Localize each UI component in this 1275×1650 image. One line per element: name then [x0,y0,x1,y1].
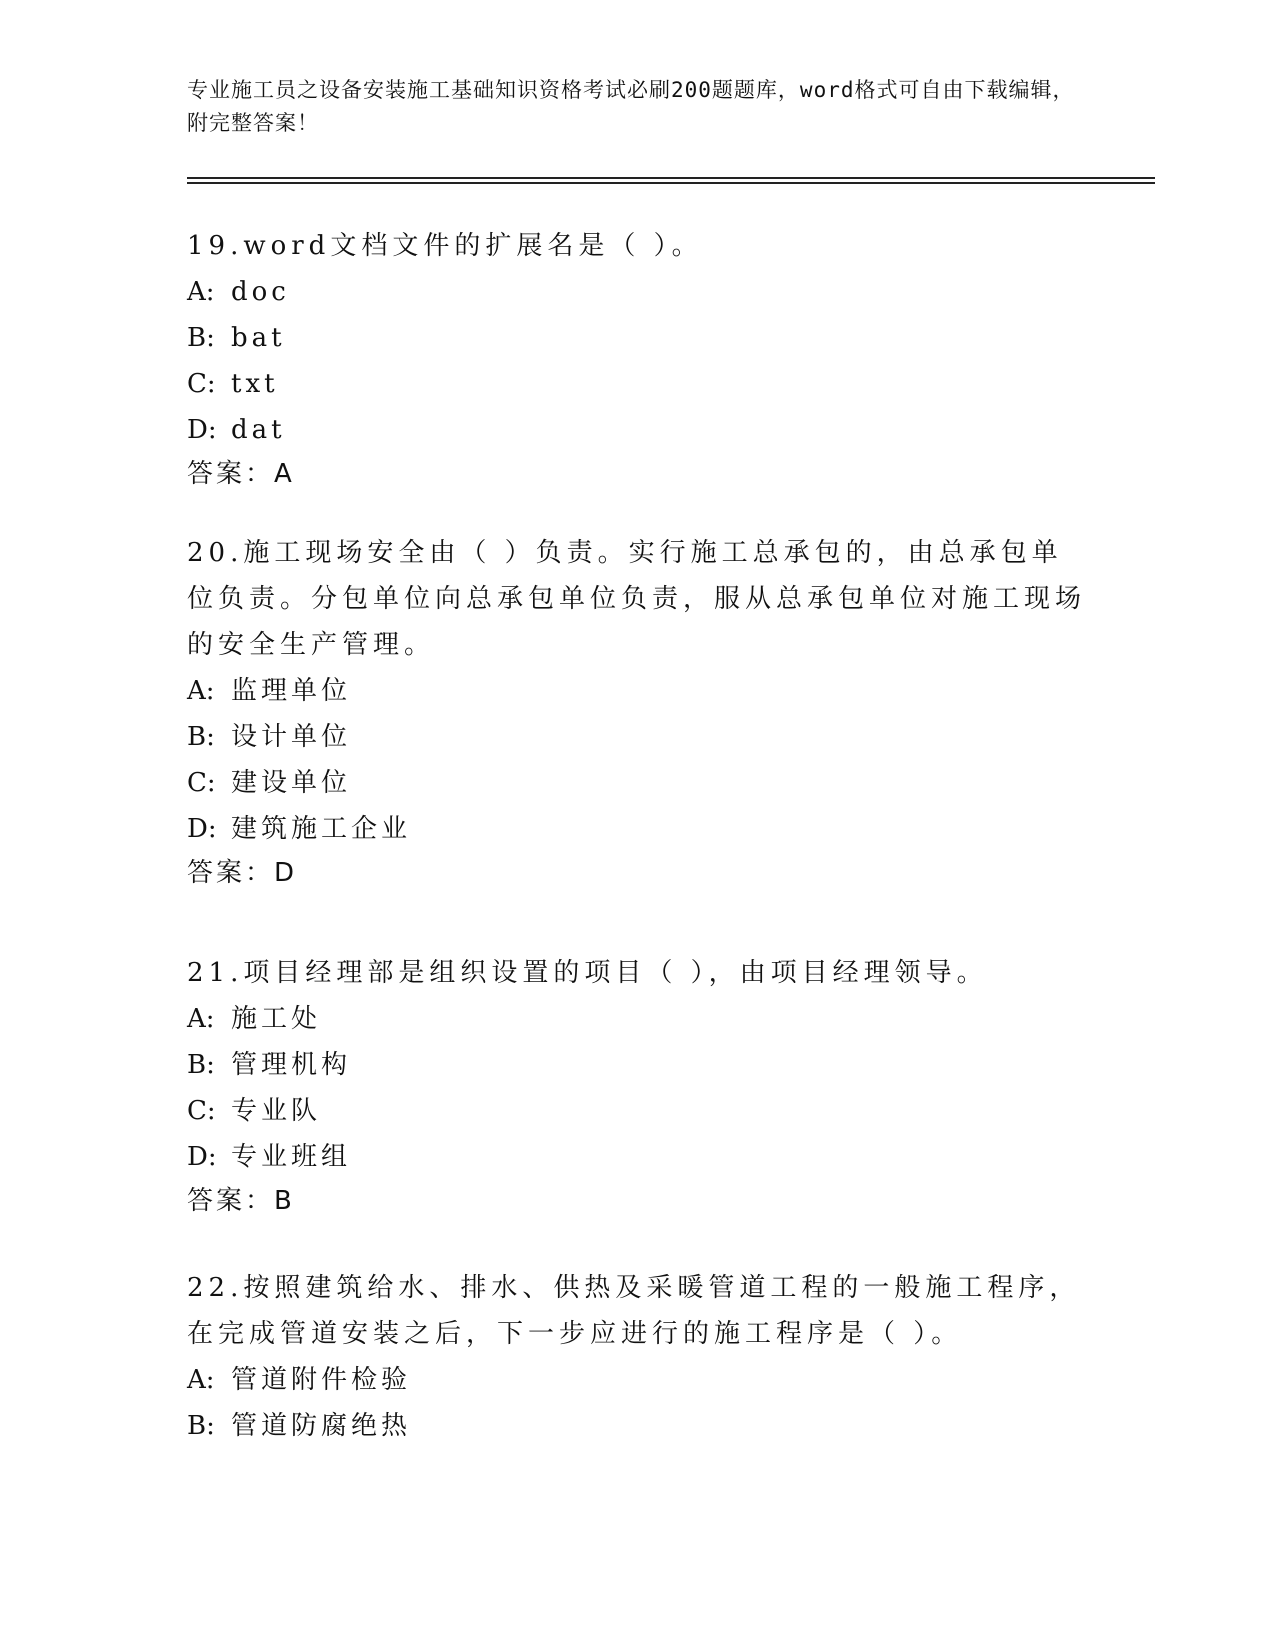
option-key: A: [187,277,215,307]
answer: 答案：A [187,459,295,489]
option-b [187,1403,1087,1449]
option-key: C: [187,369,216,399]
option-c [187,1088,1087,1134]
option-text: 设计单位 [231,722,352,752]
option-key: A: [187,1365,215,1395]
option-text: txt [231,369,279,399]
option-c [187,361,1087,407]
question-20 [187,530,1087,894]
option-a [187,1357,1087,1403]
option-b [187,315,1087,361]
header-divider-second [187,182,1155,184]
option-key: B: [187,1411,215,1441]
option-b [187,1042,1087,1088]
option-a [187,668,1087,714]
option-d [187,407,1087,453]
option-text: 管理机构 [231,1050,352,1080]
option-key: D: [187,814,217,844]
option-text: 管道附件检验 [231,1365,412,1395]
document-header: 专业施工员之设备安装施工基础知识资格考试必刷200题题库，word格式可自由下载编辑，附完整答案！ [187,78,1075,135]
option-key: B: [187,323,215,353]
question-19 [187,223,1087,495]
option-text: doc [231,277,290,307]
option-text: 施工处 [231,1004,322,1034]
option-text: 管道防腐绝热 [231,1411,412,1441]
option-key: D: [187,1142,217,1172]
option-key: A: [187,676,215,706]
question-text: 20.施工现场安全由（ ）负责。实行施工总承包的，由总承包单位负责。分包单位向总承包单位负责，服从总承包单位对施工现场的安全生产管理。 [187,538,1087,660]
option-text: 专业班组 [231,1142,352,1172]
option-key: B: [187,1050,215,1080]
option-text: 建筑施工企业 [231,814,412,844]
question-text: 19.word文档文件的扩展名是（ ）。 [187,231,703,261]
question-text: 21.项目经理部是组织设置的项目（ ），由项目经理领导。 [187,958,988,988]
option-text: bat [231,323,286,353]
question-22 [187,1265,1087,1449]
option-d [187,1134,1087,1180]
option-c [187,760,1087,806]
option-text: 建设单位 [231,768,352,798]
option-b [187,714,1087,760]
option-key: B: [187,722,215,752]
option-text: 监理单位 [231,676,352,706]
option-a [187,269,1087,315]
option-key: A: [187,1004,215,1034]
option-key: C: [187,1096,216,1126]
question-text: 22.按照建筑给水、排水、供热及采暖管道工程的一般施工程序，在完成管道安装之后，下一步应进行的施工程序是（ ）。 [187,1273,1081,1349]
question-21 [187,950,1087,1222]
option-key: D: [187,415,217,445]
answer: 答案：D [187,858,298,888]
answer: 答案：B [187,1186,295,1216]
option-d [187,806,1087,852]
option-a [187,996,1087,1042]
option-text: 专业队 [231,1096,322,1126]
option-text: dat [231,415,286,445]
header-divider [187,177,1155,179]
option-key: C: [187,768,216,798]
